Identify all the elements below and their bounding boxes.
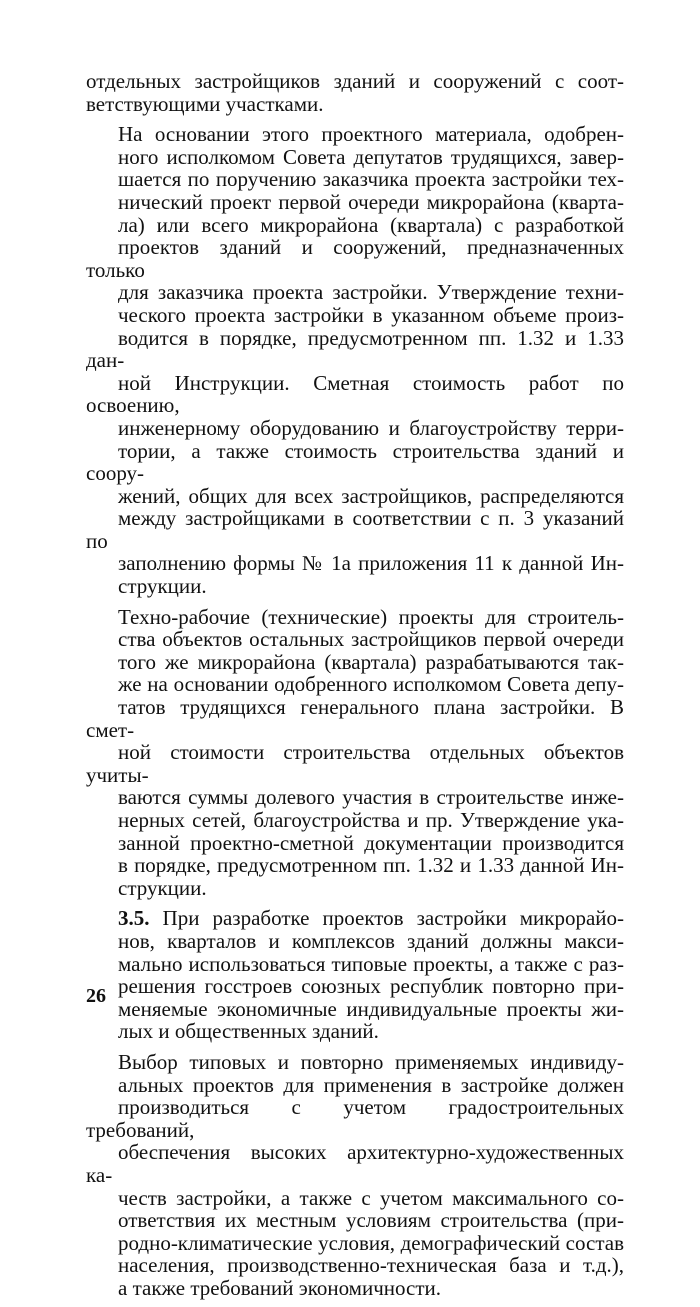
- text-line: того же микрорайона (квартала) разрабатываются так-: [118, 649, 624, 674]
- text-line: населения, производственно-техническая база и т.д.),: [118, 1253, 624, 1278]
- text-line: Техно-рабочие (технические) проекты для строитель-: [118, 604, 624, 629]
- text-line: решения госстроев союзных республик повторно при-: [118, 974, 624, 999]
- paragraph-selection-of-projects: [86, 1051, 624, 1300]
- text-line: обеспечения высоких архитектурно-художественных ка-: [86, 1140, 624, 1187]
- paragraph-section-3-5: [86, 907, 624, 1043]
- text-line-content: При разработке проектов застройки микрорайо-: [162, 906, 624, 931]
- page-body: [86, 70, 624, 1307]
- paragraph-continuation: [86, 70, 624, 115]
- text-line: струкции.: [118, 875, 207, 900]
- text-line: меняемые экономичные индивидуальные проекты жи-: [118, 996, 624, 1021]
- text-line: тории, а также стоимость строительства зданий и соору-: [86, 438, 624, 486]
- text-line: мально использоваться типовые проекты, а также с раз-: [118, 951, 624, 976]
- text-line: заполнению формы № 1а приложения 11 к данной Ин-: [118, 551, 624, 576]
- text-line: [86, 907, 624, 930]
- text-line: шается по поручению заказчика проекта застройки тех-: [118, 167, 624, 192]
- text-line: нов, кварталов и комплексов зданий должны макси-: [118, 928, 624, 953]
- text-line: ветствующими участками.: [86, 91, 324, 116]
- paragraph-technical-project: [86, 123, 624, 597]
- text-line: нический проект первой очереди микрорайона (кварта-: [118, 189, 624, 214]
- text-line: ческого проекта застройки в указанном объеме произ-: [118, 302, 624, 327]
- text-line: лых и общественных зданий.: [118, 1019, 379, 1044]
- text-line: альных проектов для применения в застройке должен: [118, 1072, 624, 1097]
- text-line: татов трудящихся генерального плана застройки. В смет-: [86, 695, 624, 742]
- text-line: ответствия их местным условиям строительства (при-: [118, 1208, 624, 1233]
- text-line: ства объектов остальных застройщиков первой очереди: [118, 627, 624, 652]
- text-line: водится в порядке, предусмотренном пп. 1.32 и 1.33 дан-: [86, 325, 624, 373]
- text-line: Выбор типовых и повторно применяемых индивиду-: [118, 1049, 624, 1074]
- text-line: родно-климатические условия, демографический состав: [118, 1230, 624, 1255]
- text-line: проектов зданий и сооружений, предназначенных только: [86, 235, 624, 282]
- text-line: На основании этого проектного материала, одобрен-: [118, 122, 624, 147]
- text-line: инженерному оборудованию и благоустройству терри-: [118, 415, 624, 440]
- text-line: отдельных застройщиков зданий и сооружений с соот-: [86, 69, 624, 93]
- text-line: а также требований экономичности.: [118, 1275, 442, 1300]
- paragraph-working-projects: [86, 606, 624, 900]
- text-line: ной стоимости строительства отдельных объектов учиты-: [86, 740, 624, 787]
- text-line: ла) или всего микрорайона (квартала) с разработкой: [118, 212, 624, 237]
- text-line: ной Инструкции. Сметная стоимость работ по освоению,: [86, 370, 624, 418]
- text-line: для заказчика проекта застройки. Утверждение техни-: [118, 280, 624, 305]
- text-line: в порядке, предусмотренном пп. 1.32 и 1.33 данной Ин-: [118, 853, 624, 878]
- text-line: честв застройки, а также с учетом максимального со-: [118, 1185, 624, 1210]
- text-line: нерных сетей, благоустройства и пр. Утверждение ука-: [118, 808, 624, 832]
- text-line: струкции.: [118, 574, 207, 599]
- text-line: ного исполкомом Совета депутатов трудящихся, завер-: [118, 144, 624, 169]
- text-line: между застройщиками в соответствии с п. 3 указаний по: [86, 506, 624, 553]
- text-line: же на основании одобренного исполкомом Совета депу-: [118, 672, 624, 697]
- section-number: 3.5.: [118, 906, 150, 931]
- text-line: занной проектно-сметной документации производится: [118, 830, 624, 855]
- text-line: жений, общих для всех застройщиков, распределяются: [118, 483, 624, 508]
- page-number: 26: [86, 985, 106, 1007]
- text-line: ваются суммы долевого участия в строительстве инже-: [118, 785, 624, 810]
- text-line: производиться с учетом градостроительных требований,: [86, 1095, 624, 1142]
